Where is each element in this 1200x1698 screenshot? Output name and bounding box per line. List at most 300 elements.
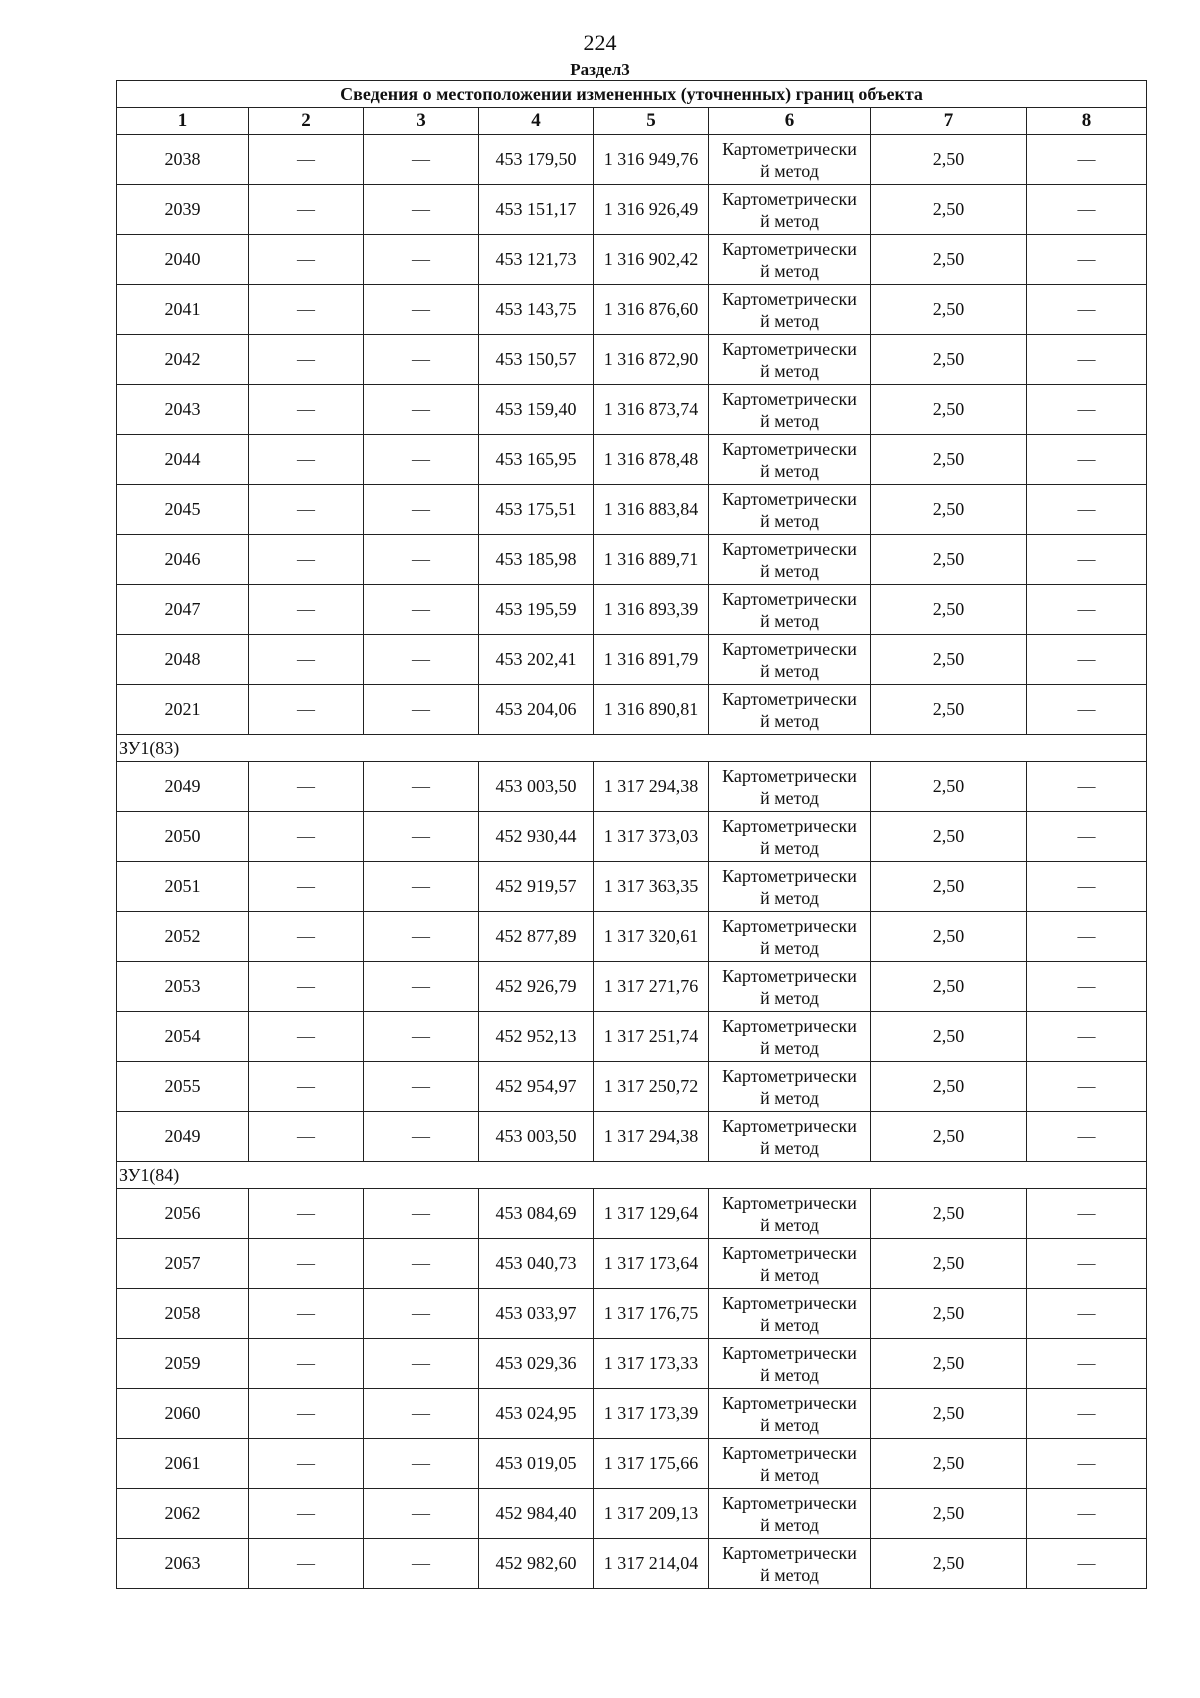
- point-number-cell: 2042: [117, 335, 249, 385]
- accuracy-cell: 2,50: [871, 635, 1027, 685]
- dash-cell: —: [364, 1289, 479, 1339]
- method-text-line2: й метод: [760, 1514, 819, 1535]
- x-coordinate-cell: 453 175,51: [479, 485, 594, 535]
- column-header: 1: [117, 108, 249, 135]
- method-text-line1: Картометрически: [722, 965, 857, 986]
- x-coordinate-cell: 452 919,57: [479, 862, 594, 912]
- dash-cell: —: [249, 912, 364, 962]
- method-text-line2: й метод: [760, 1037, 819, 1058]
- y-coordinate-cell: 1 316 891,79: [594, 635, 709, 685]
- method-text-line1: Картометрически: [722, 765, 857, 786]
- table-row: [117, 385, 1147, 435]
- dash-cell: —: [249, 685, 364, 735]
- dash-cell: —: [1027, 1239, 1147, 1289]
- method-text-line1: Картометрически: [722, 1342, 857, 1363]
- method-text-line1: Картометрически: [722, 588, 857, 609]
- dash-cell: —: [1027, 1539, 1147, 1589]
- dash-cell: —: [1027, 685, 1147, 735]
- y-coordinate-cell: 1 316 872,90: [594, 335, 709, 385]
- method-cell: [709, 1389, 871, 1439]
- method-text-line2: й метод: [760, 1137, 819, 1158]
- x-coordinate-cell: 452 930,44: [479, 812, 594, 862]
- table-row: [117, 235, 1147, 285]
- dash-cell: —: [1027, 1389, 1147, 1439]
- table-row: [117, 1489, 1147, 1539]
- y-coordinate-cell: 1 317 173,64: [594, 1239, 709, 1289]
- dash-cell: —: [1027, 1062, 1147, 1112]
- method-text-line2: й метод: [760, 210, 819, 231]
- dash-cell: —: [249, 635, 364, 685]
- dash-cell: —: [364, 912, 479, 962]
- column-header: 7: [871, 108, 1027, 135]
- method-cell: [709, 1239, 871, 1289]
- method-text-line2: й метод: [760, 837, 819, 858]
- point-number-cell: 2062: [117, 1489, 249, 1539]
- dash-cell: —: [1027, 1439, 1147, 1489]
- dash-cell: —: [364, 435, 479, 485]
- point-number-cell: 2049: [117, 1112, 249, 1162]
- dash-cell: —: [1027, 912, 1147, 962]
- table-body: [117, 135, 1147, 1589]
- accuracy-cell: 2,50: [871, 385, 1027, 435]
- point-number-cell: 2040: [117, 235, 249, 285]
- dash-cell: —: [249, 185, 364, 235]
- dash-cell: —: [249, 285, 364, 335]
- table-row: [117, 812, 1147, 862]
- point-number-cell: 2058: [117, 1289, 249, 1339]
- dash-cell: —: [1027, 335, 1147, 385]
- dash-cell: —: [364, 862, 479, 912]
- method-cell: [709, 1112, 871, 1162]
- table-row: [117, 185, 1147, 235]
- method-text-line1: Картометрически: [722, 1065, 857, 1086]
- y-coordinate-cell: 1 317 373,03: [594, 812, 709, 862]
- x-coordinate-cell: 452 877,89: [479, 912, 594, 962]
- dash-cell: —: [364, 1539, 479, 1589]
- point-number-cell: 2053: [117, 962, 249, 1012]
- y-coordinate-cell: 1 316 889,71: [594, 535, 709, 585]
- dash-cell: —: [364, 812, 479, 862]
- table-row: [117, 862, 1147, 912]
- dash-cell: —: [249, 1112, 364, 1162]
- accuracy-cell: 2,50: [871, 912, 1027, 962]
- accuracy-cell: 2,50: [871, 1189, 1027, 1239]
- x-coordinate-cell: 453 033,97: [479, 1289, 594, 1339]
- method-cell: [709, 185, 871, 235]
- column-header-row: [117, 108, 1147, 135]
- x-coordinate-cell: 453 024,95: [479, 1389, 594, 1439]
- point-number-cell: 2041: [117, 285, 249, 335]
- x-coordinate-cell: 452 954,97: [479, 1062, 594, 1112]
- point-number-cell: 2052: [117, 912, 249, 962]
- method-text-line1: Картометрически: [722, 288, 857, 309]
- y-coordinate-cell: 1 316 878,48: [594, 435, 709, 485]
- point-number-cell: 2061: [117, 1439, 249, 1489]
- dash-cell: —: [249, 862, 364, 912]
- dash-cell: —: [249, 385, 364, 435]
- method-text-line1: Картометрически: [722, 1115, 857, 1136]
- group-label-row: [117, 735, 1147, 762]
- dash-cell: —: [249, 335, 364, 385]
- method-cell: [709, 285, 871, 335]
- dash-cell: —: [249, 535, 364, 585]
- dash-cell: —: [249, 962, 364, 1012]
- method-text-line2: й метод: [760, 887, 819, 908]
- method-cell: [709, 812, 871, 862]
- method-text-line2: й метод: [760, 1464, 819, 1485]
- method-text-line1: Картометрически: [722, 488, 857, 509]
- accuracy-cell: 2,50: [871, 1239, 1027, 1289]
- x-coordinate-cell: 453 195,59: [479, 585, 594, 635]
- method-cell: [709, 1289, 871, 1339]
- method-cell: [709, 535, 871, 585]
- y-coordinate-cell: 1 317 250,72: [594, 1062, 709, 1112]
- dash-cell: —: [249, 1439, 364, 1489]
- x-coordinate-cell: 453 150,57: [479, 335, 594, 385]
- method-text-line2: й метод: [760, 1264, 819, 1285]
- method-text-line1: Картометрически: [722, 238, 857, 259]
- point-number-cell: 2039: [117, 185, 249, 235]
- dash-cell: —: [1027, 635, 1147, 685]
- x-coordinate-cell: 452 984,40: [479, 1489, 594, 1539]
- dash-cell: —: [364, 385, 479, 435]
- method-cell: [709, 862, 871, 912]
- accuracy-cell: 2,50: [871, 1112, 1027, 1162]
- method-cell: [709, 485, 871, 535]
- point-number-cell: 2055: [117, 1062, 249, 1112]
- accuracy-cell: 2,50: [871, 1012, 1027, 1062]
- x-coordinate-cell: 453 040,73: [479, 1239, 594, 1289]
- table-row: [117, 135, 1147, 185]
- point-number-cell: 2048: [117, 635, 249, 685]
- dash-cell: —: [1027, 135, 1147, 185]
- method-cell: [709, 1012, 871, 1062]
- method-text-line1: Картометрически: [722, 688, 857, 709]
- y-coordinate-cell: 1 317 294,38: [594, 762, 709, 812]
- y-coordinate-cell: 1 317 320,61: [594, 912, 709, 962]
- y-coordinate-cell: 1 316 893,39: [594, 585, 709, 635]
- table-row: [117, 1339, 1147, 1389]
- method-text-line1: Картометрически: [722, 1492, 857, 1513]
- table-row: [117, 1389, 1147, 1439]
- method-cell: [709, 912, 871, 962]
- dash-cell: —: [249, 1339, 364, 1389]
- table-row: [117, 1289, 1147, 1339]
- x-coordinate-cell: 453 003,50: [479, 762, 594, 812]
- method-text-line1: Картометрически: [722, 1542, 857, 1563]
- method-text-line1: Картометрически: [722, 388, 857, 409]
- method-text-line1: Картометрически: [722, 865, 857, 886]
- table-row: [117, 685, 1147, 735]
- table-row: [117, 1062, 1147, 1112]
- table-row: [117, 1012, 1147, 1062]
- accuracy-cell: 2,50: [871, 435, 1027, 485]
- table-row: [117, 912, 1147, 962]
- group-label-row: [117, 1162, 1147, 1189]
- method-text-line2: й метод: [760, 1214, 819, 1235]
- dash-cell: —: [249, 1289, 364, 1339]
- dash-cell: —: [364, 535, 479, 585]
- method-text-line2: й метод: [760, 360, 819, 381]
- dash-cell: —: [1027, 1112, 1147, 1162]
- x-coordinate-cell: 453 159,40: [479, 385, 594, 435]
- point-number-cell: 2063: [117, 1539, 249, 1589]
- column-header: 5: [594, 108, 709, 135]
- dash-cell: —: [364, 1389, 479, 1439]
- dash-cell: —: [1027, 962, 1147, 1012]
- dash-cell: —: [249, 1389, 364, 1439]
- dash-cell: —: [364, 335, 479, 385]
- point-number-cell: 2049: [117, 762, 249, 812]
- group-label: ЗУ1(84): [117, 1162, 1147, 1189]
- column-header: 6: [709, 108, 871, 135]
- method-text-line1: Картометрически: [722, 338, 857, 359]
- dash-cell: —: [364, 1062, 479, 1112]
- dash-cell: —: [1027, 435, 1147, 485]
- point-number-cell: 2044: [117, 435, 249, 485]
- method-text-line1: Картометрически: [722, 438, 857, 459]
- method-text-line2: й метод: [760, 937, 819, 958]
- method-text-line1: Картометрически: [722, 815, 857, 836]
- table-row: [117, 1539, 1147, 1589]
- method-text-line1: Картометрически: [722, 1192, 857, 1213]
- dash-cell: —: [364, 1439, 479, 1489]
- accuracy-cell: 2,50: [871, 285, 1027, 335]
- table-row: [117, 535, 1147, 585]
- dash-cell: —: [249, 1489, 364, 1539]
- method-text-line1: Картометрически: [722, 1015, 857, 1036]
- x-coordinate-cell: 453 204,06: [479, 685, 594, 735]
- point-number-cell: 2043: [117, 385, 249, 435]
- point-number-cell: 2038: [117, 135, 249, 185]
- accuracy-cell: 2,50: [871, 1539, 1027, 1589]
- dash-cell: —: [364, 762, 479, 812]
- accuracy-cell: 2,50: [871, 1489, 1027, 1539]
- method-cell: [709, 1539, 871, 1589]
- y-coordinate-cell: 1 317 173,39: [594, 1389, 709, 1439]
- y-coordinate-cell: 1 316 883,84: [594, 485, 709, 535]
- table-row: [117, 1189, 1147, 1239]
- y-coordinate-cell: 1 317 251,74: [594, 1012, 709, 1062]
- page-number: 224: [583, 30, 617, 55]
- accuracy-cell: 2,50: [871, 135, 1027, 185]
- method-text-line1: Картометрически: [722, 915, 857, 936]
- point-number-cell: 2045: [117, 485, 249, 535]
- dash-cell: —: [364, 1112, 479, 1162]
- method-text-line2: й метод: [760, 660, 819, 681]
- y-coordinate-cell: 1 316 926,49: [594, 185, 709, 235]
- dash-cell: —: [364, 485, 479, 535]
- method-cell: [709, 435, 871, 485]
- y-coordinate-cell: 1 317 363,35: [594, 862, 709, 912]
- dash-cell: —: [249, 1012, 364, 1062]
- method-cell: [709, 1062, 871, 1112]
- y-coordinate-cell: 1 317 175,66: [594, 1439, 709, 1489]
- method-cell: [709, 685, 871, 735]
- dash-cell: —: [364, 185, 479, 235]
- method-text-line2: й метод: [760, 710, 819, 731]
- dash-cell: —: [1027, 862, 1147, 912]
- table-row: [117, 1239, 1147, 1289]
- accuracy-cell: 2,50: [871, 1439, 1027, 1489]
- accuracy-cell: 2,50: [871, 585, 1027, 635]
- accuracy-cell: 2,50: [871, 1289, 1027, 1339]
- dash-cell: —: [364, 135, 479, 185]
- method-text-line2: й метод: [760, 260, 819, 281]
- table-row: [117, 485, 1147, 535]
- method-text-line2: й метод: [760, 160, 819, 181]
- dash-cell: —: [1027, 1189, 1147, 1239]
- dash-cell: —: [1027, 1489, 1147, 1539]
- x-coordinate-cell: 453 202,41: [479, 635, 594, 685]
- method-text-line2: й метод: [760, 1564, 819, 1585]
- dash-cell: —: [364, 962, 479, 1012]
- table-row: [117, 335, 1147, 385]
- method-text-line1: Картометрически: [722, 1292, 857, 1313]
- method-cell: [709, 385, 871, 435]
- point-number-cell: 2050: [117, 812, 249, 862]
- y-coordinate-cell: 1 317 173,33: [594, 1339, 709, 1389]
- dash-cell: —: [249, 812, 364, 862]
- method-text-line2: й метод: [760, 610, 819, 631]
- dash-cell: —: [1027, 535, 1147, 585]
- dash-cell: —: [364, 1239, 479, 1289]
- x-coordinate-cell: 453 029,36: [479, 1339, 594, 1389]
- y-coordinate-cell: 1 317 176,75: [594, 1289, 709, 1339]
- dash-cell: —: [1027, 585, 1147, 635]
- method-text-line2: й метод: [760, 1087, 819, 1108]
- dash-cell: —: [1027, 1339, 1147, 1389]
- method-text-line2: й метод: [760, 310, 819, 331]
- accuracy-cell: 2,50: [871, 535, 1027, 585]
- accuracy-cell: 2,50: [871, 812, 1027, 862]
- method-text-line1: Картометрически: [722, 1242, 857, 1263]
- method-text-line2: й метод: [760, 987, 819, 1008]
- method-cell: [709, 1489, 871, 1539]
- method-text-line1: Картометрически: [722, 638, 857, 659]
- method-cell: [709, 1339, 871, 1389]
- table-row: [117, 962, 1147, 1012]
- accuracy-cell: 2,50: [871, 1062, 1027, 1112]
- method-cell: [709, 762, 871, 812]
- x-coordinate-cell: 452 926,79: [479, 962, 594, 1012]
- method-cell: [709, 335, 871, 385]
- dash-cell: —: [364, 635, 479, 685]
- dash-cell: —: [1027, 185, 1147, 235]
- dash-cell: —: [1027, 285, 1147, 335]
- accuracy-cell: 2,50: [871, 235, 1027, 285]
- method-text-line1: Картометрически: [722, 138, 857, 159]
- point-number-cell: 2054: [117, 1012, 249, 1062]
- x-coordinate-cell: 453 084,69: [479, 1189, 594, 1239]
- y-coordinate-cell: 1 316 876,60: [594, 285, 709, 335]
- method-text-line1: Картометрически: [722, 538, 857, 559]
- dash-cell: —: [249, 1539, 364, 1589]
- point-number-cell: 2021: [117, 685, 249, 735]
- dash-cell: —: [364, 585, 479, 635]
- method-cell: [709, 1439, 871, 1489]
- dash-cell: —: [364, 285, 479, 335]
- x-coordinate-cell: 453 143,75: [479, 285, 594, 335]
- accuracy-cell: 2,50: [871, 1339, 1027, 1389]
- column-header: 2: [249, 108, 364, 135]
- dash-cell: —: [364, 1189, 479, 1239]
- x-coordinate-cell: 453 121,73: [479, 235, 594, 285]
- dash-cell: —: [249, 235, 364, 285]
- table-row: [117, 1439, 1147, 1489]
- x-coordinate-cell: 453 151,17: [479, 185, 594, 235]
- point-number-cell: 2051: [117, 862, 249, 912]
- dash-cell: —: [1027, 235, 1147, 285]
- x-coordinate-cell: 453 165,95: [479, 435, 594, 485]
- method-cell: [709, 135, 871, 185]
- accuracy-cell: 2,50: [871, 685, 1027, 735]
- point-number-cell: 2057: [117, 1239, 249, 1289]
- accuracy-cell: 2,50: [871, 762, 1027, 812]
- y-coordinate-cell: 1 317 294,38: [594, 1112, 709, 1162]
- column-header: 8: [1027, 108, 1147, 135]
- dash-cell: —: [364, 1339, 479, 1389]
- accuracy-cell: 2,50: [871, 862, 1027, 912]
- x-coordinate-cell: 452 952,13: [479, 1012, 594, 1062]
- y-coordinate-cell: 1 317 129,64: [594, 1189, 709, 1239]
- dash-cell: —: [249, 1189, 364, 1239]
- y-coordinate-cell: 1 316 949,76: [594, 135, 709, 185]
- x-coordinate-cell: 453 019,05: [479, 1439, 594, 1489]
- column-header: 4: [479, 108, 594, 135]
- dash-cell: —: [249, 135, 364, 185]
- y-coordinate-cell: 1 316 890,81: [594, 685, 709, 735]
- method-text-line2: й метод: [760, 1314, 819, 1335]
- method-cell: [709, 635, 871, 685]
- table-row: [117, 435, 1147, 485]
- dash-cell: —: [1027, 385, 1147, 435]
- y-coordinate-cell: 1 316 873,74: [594, 385, 709, 435]
- method-text-line2: й метод: [760, 410, 819, 431]
- table-row: [117, 585, 1147, 635]
- dash-cell: —: [364, 1489, 479, 1539]
- dash-cell: —: [364, 1012, 479, 1062]
- boundary-coordinates-table: [116, 80, 1147, 1589]
- method-text-line2: й метод: [760, 560, 819, 581]
- method-text-line2: й метод: [760, 1364, 819, 1385]
- point-number-cell: 2047: [117, 585, 249, 635]
- section-title: Раздел3: [570, 60, 630, 79]
- dash-cell: —: [1027, 1289, 1147, 1339]
- table-row: [117, 1112, 1147, 1162]
- accuracy-cell: 2,50: [871, 1389, 1027, 1439]
- x-coordinate-cell: 453 179,50: [479, 135, 594, 185]
- method-text-line1: Картометрически: [722, 1442, 857, 1463]
- dash-cell: —: [249, 585, 364, 635]
- y-coordinate-cell: 1 317 209,13: [594, 1489, 709, 1539]
- column-header: 3: [364, 108, 479, 135]
- accuracy-cell: 2,50: [871, 962, 1027, 1012]
- dash-cell: —: [249, 1062, 364, 1112]
- dash-cell: —: [249, 762, 364, 812]
- method-text-line1: Картометрически: [722, 188, 857, 209]
- table-caption-row: [117, 81, 1147, 108]
- point-number-cell: 2056: [117, 1189, 249, 1239]
- x-coordinate-cell: 453 185,98: [479, 535, 594, 585]
- dash-cell: —: [1027, 485, 1147, 535]
- x-coordinate-cell: 453 003,50: [479, 1112, 594, 1162]
- method-text-line1: Картометрически: [722, 1392, 857, 1413]
- table-row: [117, 762, 1147, 812]
- dash-cell: —: [364, 685, 479, 735]
- point-number-cell: 2046: [117, 535, 249, 585]
- x-coordinate-cell: 452 982,60: [479, 1539, 594, 1589]
